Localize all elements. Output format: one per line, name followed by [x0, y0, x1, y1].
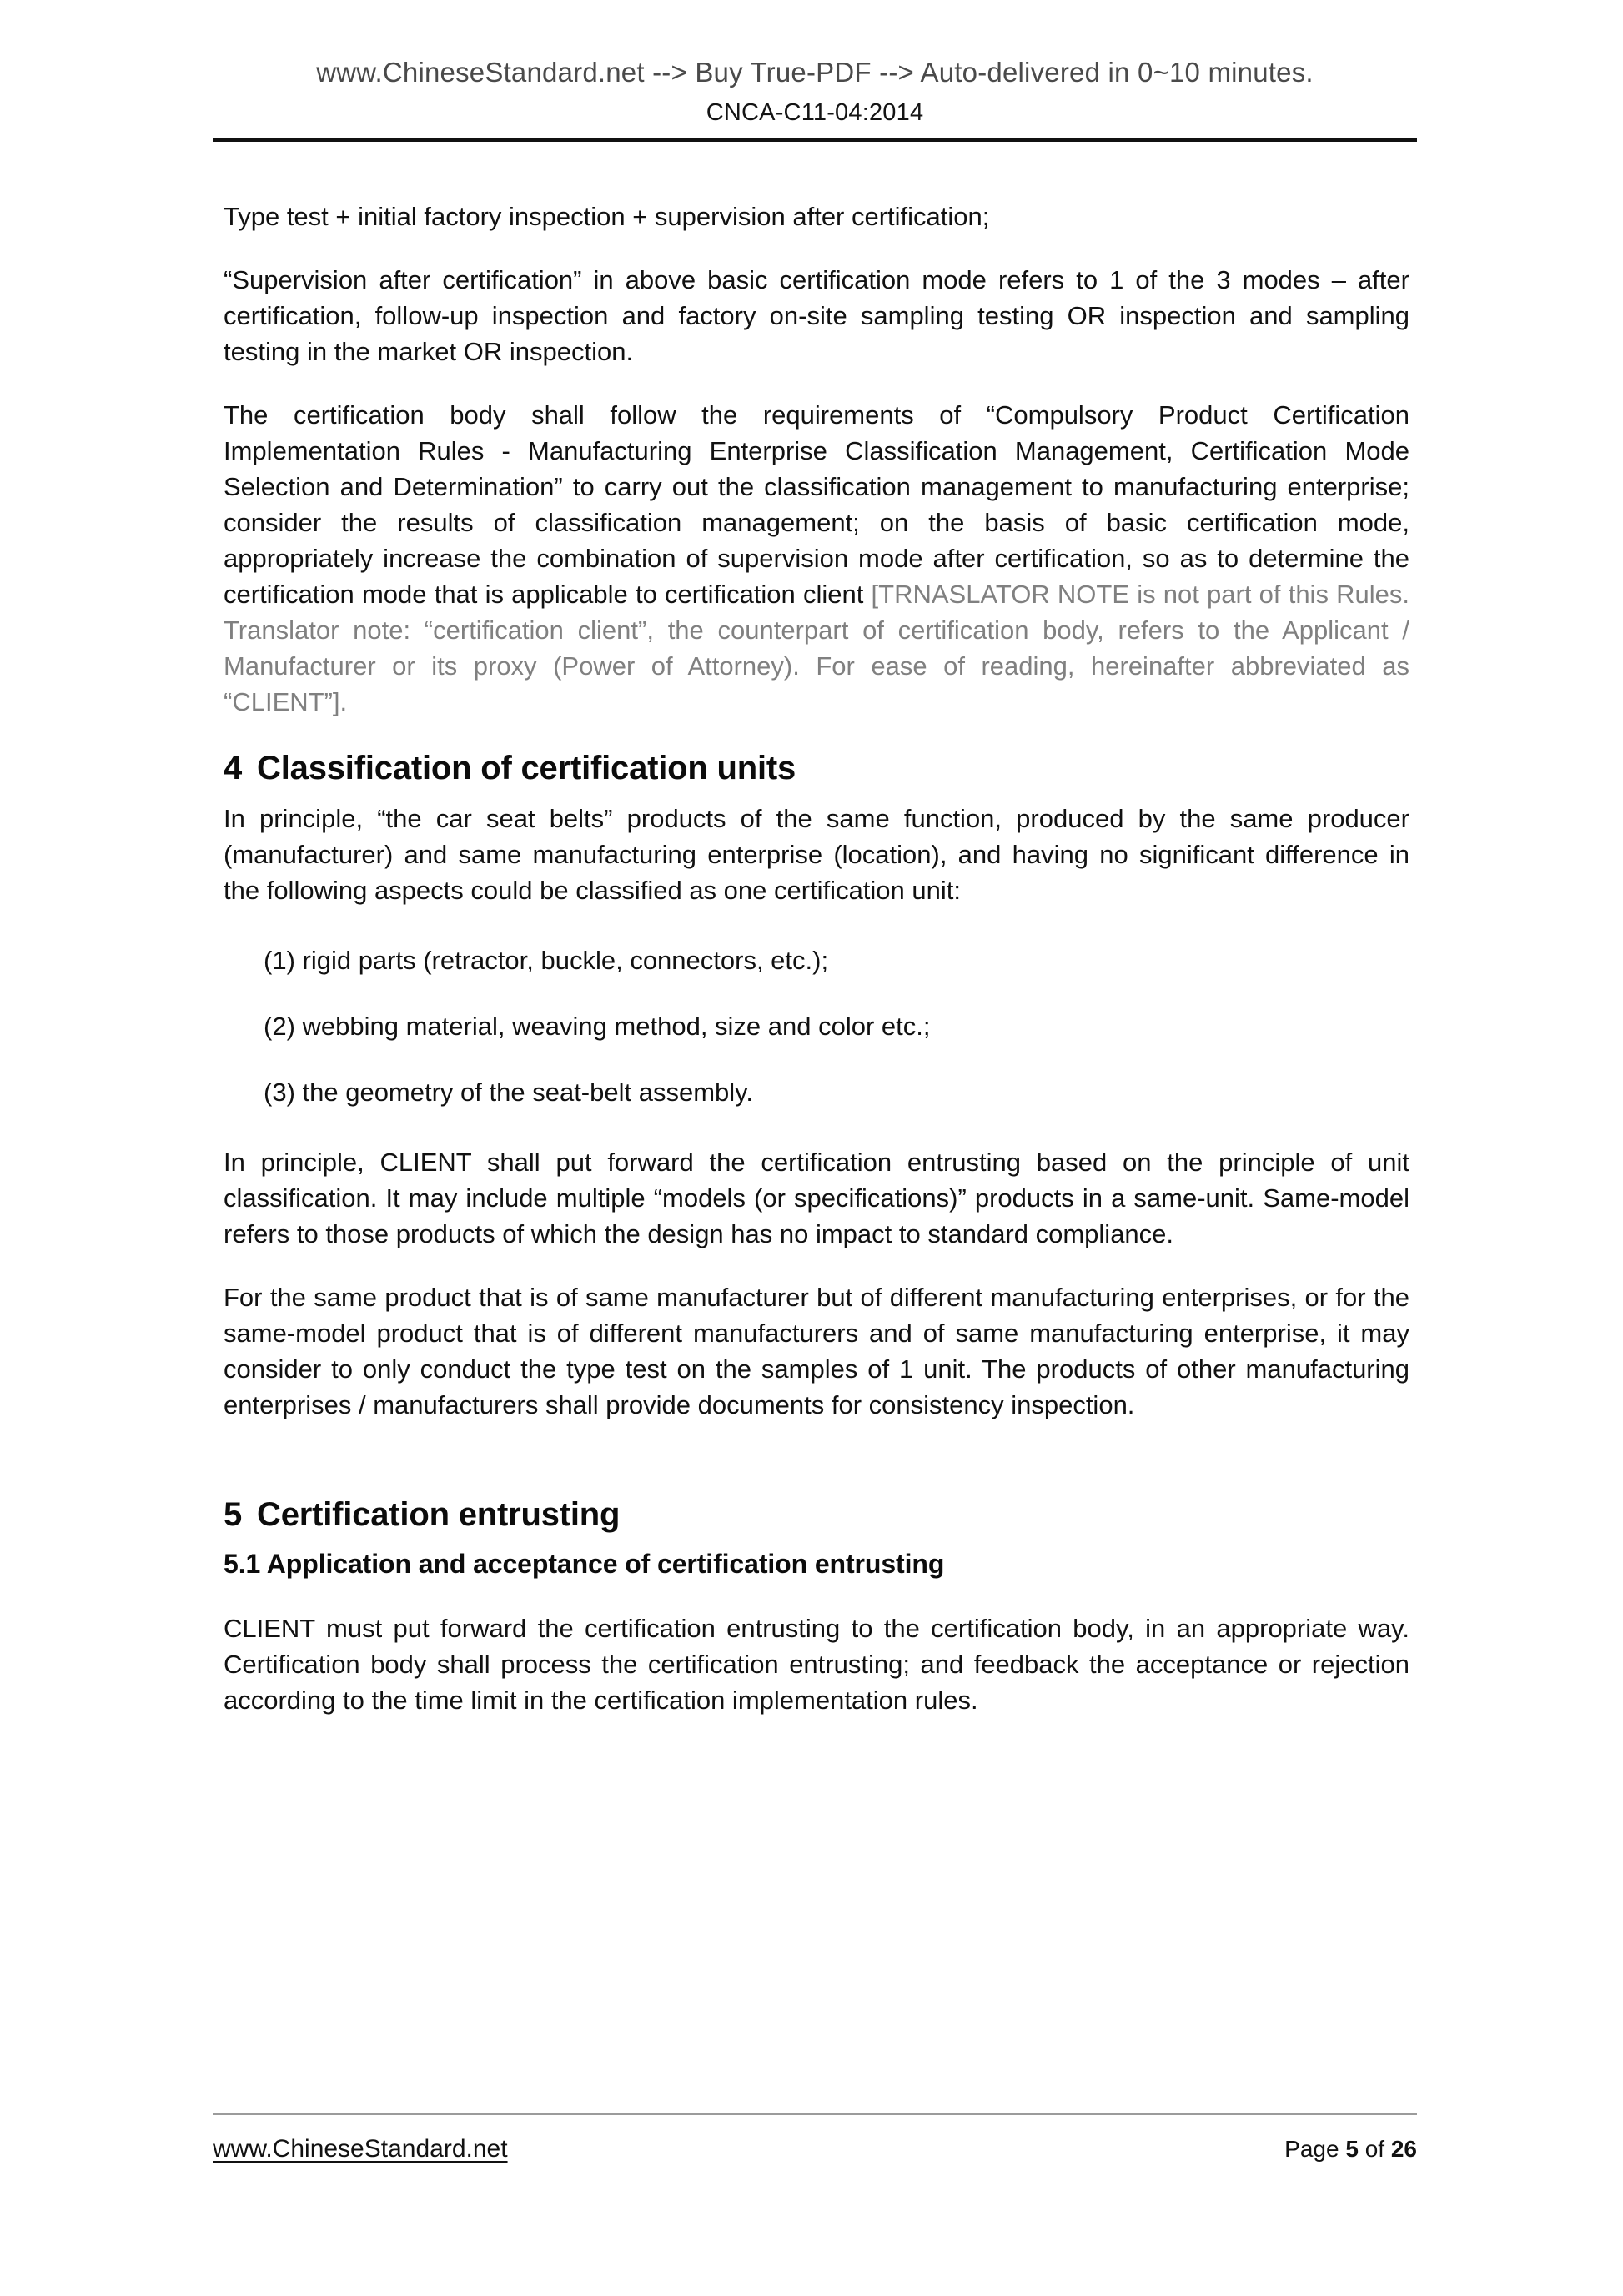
spacer-before-section-5 — [224, 1450, 1409, 1485]
list-item: (3) the geometry of the seat-belt assembly. — [264, 1078, 753, 1107]
document-content — [224, 198, 1409, 1746]
list-item: (1) rigid parts (retractor, buckle, connectors, etc.); — [264, 946, 829, 975]
header-promo-text: www.ChineseStandard.net --> Buy True-PDF --> Auto-delivered in 0~10 minutes. — [316, 57, 1314, 88]
footer-website-link[interactable]: www.ChineseStandard.net — [213, 2135, 508, 2163]
section-4-heading — [224, 747, 1409, 789]
section-4-title: Classification of certification units — [257, 750, 796, 786]
footer-row — [213, 2135, 1417, 2163]
paragraph-certification-unit-principle: In principle, “the car seat belts” products of the same function, produced by the same producer (manufacturer) and same manufacturing enterprise (location), and having no significant difference in the following aspects could be classified as one certification unit: — [224, 804, 1409, 905]
section-5-1-heading: 5.1 Application and acceptance of certification entrusting — [224, 1549, 945, 1579]
paragraph-same-product-different-enterprises: For the same product that is of same manufacturer but of different manufacturing enterprises, or for the same-model product that is of different manufacturers and of same manufacturing enterprise, it may consider to only conduct the type test on the samples of 1 unit. The products of other manufacturing enterprises / manufacturers shall provide documents for consistency inspection. — [224, 1283, 1409, 1419]
page-header — [213, 55, 1417, 142]
section-4-number: 4 — [224, 750, 243, 786]
footer-divider — [213, 2113, 1417, 2115]
translator-note-text: [TRNASLATOR NOTE is not part of this Rules. Translator note: “certification client”, the counterpart of certification body, refers to the Applicant / Manufacturer or its proxy (Power of Attorney). For ease of reading, hereinafter abbreviated as “CLIENT”]. — [224, 580, 1409, 716]
section-5-title: Certification entrusting — [257, 1496, 621, 1533]
paragraph-supervision-after-certification: “Supervision after certification” in above basic certification mode refers to 1 of the 3 modes – after certification, follow-up inspection and factory on-site sampling testing OR inspection and sampling testing in the market OR inspection. — [224, 265, 1409, 366]
paragraph-client-entrusting-principle: In principle, CLIENT shall put forward the certification entrusting based on the principle of unit classification. It may include multiple “models (or specifications)” products in a same-unit. Same-model refers to those products of which the design has no impact to standard compliance. — [224, 1148, 1409, 1248]
paragraph-type-test: Type test + initial factory inspection + supervision after certification; — [224, 202, 990, 231]
page-footer — [213, 2113, 1417, 2163]
spacer-before-list — [224, 936, 1409, 942]
list-item: (2) webbing material, weaving method, size and color etc.; — [264, 1012, 931, 1041]
footer-page-indicator — [1284, 2136, 1417, 2163]
section-5-number: 5 — [224, 1496, 243, 1533]
certification-unit-aspects-list — [224, 942, 1409, 1110]
paragraph-client-must-put-forward: CLIENT must put forward the certification entrusting to the certification body, in an appropriate way. Certification body shall process the certification entrusting; and feedback the acceptance or rejection according to the time limit in the certification implementation rules. — [224, 1613, 1409, 1715]
page-current-number: 5 — [1345, 2136, 1359, 2162]
paragraph-main-clause: The certification body shall follow the requirements of “Compulsory Product Certification Implementation Rules - Manufacturing Enterprise Classification Management, Certification Mode Selection and Determination” to carry out the classification management to manufacturing enterprise; consider the results of classification management; on the basis of basic certification mode, appropriately increase the combination of supervision mode after certification, so as to determine the certification mode that is applicable to certification client — [224, 400, 1409, 609]
page-label-prefix: Page — [1284, 2136, 1346, 2162]
section-5-heading — [224, 1494, 1409, 1535]
header-divider — [213, 138, 1417, 142]
paragraph-certification-body-requirements — [224, 397, 1409, 720]
page-label-middle: of — [1358, 2136, 1391, 2162]
page-total-number: 26 — [1390, 2136, 1417, 2162]
header-document-id: CNCA-C11-04:2014 — [706, 99, 924, 127]
spacer-after-list — [224, 1138, 1409, 1144]
